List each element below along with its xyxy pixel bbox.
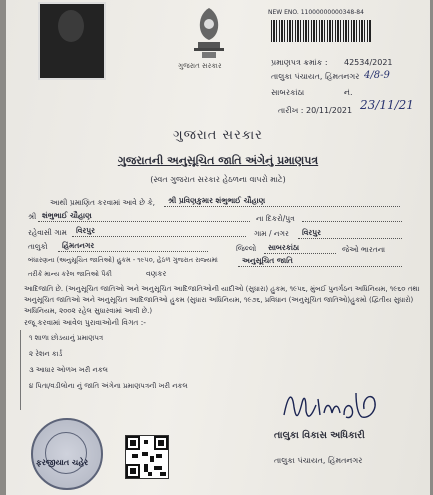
app-no-label: પ્રમાણપત્ર ક્રમાંક : [271, 58, 328, 67]
certificate-page [6, 0, 430, 495]
date-label: તારીખ : [278, 106, 304, 115]
caste-line: બંધારણના (અનુસૂચિત જાતિઓ) હુકમ - ૧૯૫૦, હેઠળ ગુજરાત રાજ્યમાં [28, 256, 218, 264]
relation-label: ના દિકરો/પુત્ર [256, 214, 295, 223]
officer-office: તાલુકા પંચાયત, હિંમતનગર [274, 456, 363, 465]
serial-number: NEW ENO. 11000000000348-84 [268, 9, 364, 16]
officer-title: તાલુકા વિકાસ અધિકારી [274, 430, 365, 441]
certificate-subtitle: (સ્વત ગુજરાત સરકાર હેઠળના વાપરો માટે) [150, 175, 286, 184]
district-label: જિલ્લો [236, 244, 257, 253]
certificate-title: ગુજરાતની અનુસૂચિત જાતિ અંગેનું પ્રમાણપત્ર [117, 154, 319, 167]
residence-value: વિરપુર [76, 226, 95, 235]
father-prefix: શ્રી [28, 212, 37, 221]
village-label: ગામ / નગર [254, 229, 289, 238]
taluka-header-value: નં. [344, 88, 353, 97]
list-item: ૨ રેશન કાર્ડ [29, 350, 63, 358]
emblem-caption: ગુજરાત સરકાર [178, 62, 222, 70]
list-item: ૩ આધાર ઓળખ ખરી નકલ [29, 366, 108, 374]
date-value: 20/11/2021 [306, 106, 353, 115]
state-label: જેઓ ભારતના [342, 245, 386, 254]
taluka-header-label: સાબરકાંઠા [271, 88, 305, 97]
taluka-value: હિંમતનગર [62, 241, 95, 250]
father-name: શંભુભાઈ ચૌહાણ [42, 211, 92, 220]
intro-text: આથી પ્રમાણિત કરવામાં આવે છે કે, [50, 198, 156, 207]
app-no-value: 42534/2021 [344, 58, 393, 67]
barcode [271, 20, 371, 42]
officer-signature [278, 385, 388, 433]
taluka-label: તાલુકો [28, 242, 48, 251]
subcaste-value: વણકર [146, 269, 167, 278]
residence-label: રહેવાસી ગામ [28, 228, 67, 237]
applicant-name: શ્રી પ્રવિણકુમાર શંભુભાઈ ચૌહાણ [168, 196, 266, 205]
state-emblem-icon [184, 2, 234, 62]
official-stamp [31, 418, 103, 490]
subcaste-label: તરીકે માન્ય કરેલ જાતિઓ પૈકી [28, 270, 112, 278]
village-value: વિરપુર [302, 228, 321, 237]
qr-code [125, 435, 169, 479]
office-label: તાલુકા પંચાયત, હિંમતનગર [271, 72, 360, 81]
list-item: ૪ પિતા/વડીલોના નું જાતિ અંગેના પ્રમાણપત્રની ખરી નકલ [29, 382, 188, 390]
date-handwritten: 23/11/21 [360, 98, 414, 112]
applicant-photo [38, 2, 106, 80]
caste-value: અનુસૂચિત જાતિ [242, 256, 293, 265]
office-value: 4/8-9 [364, 70, 390, 81]
law-paragraph: આદિજાતિ છે. (અનુસૂચિત જાતિઓ અને અનુસૂચિત આદિજાતિઓની યાદીઓ (સુધારા) હુકમ, ૧૯૫૬, મુંબઈ પુનર્ગઠન અધિનિયમ, ૧૯૬૦ તથા અનુસૂચિત જાતિઓ અને અનુસૂચિત આદિજાતિઓ હુકમ (સુધારા અધિનિયમ, ૧૯૭૬, પ્રવિધાન (અનુસૂચિત જાતિઓ)હુકમો (દ્વિતીય સુધારો) અધિનિયમ, ૨૦૦૨ રહેલ સુધારવામાં આવી છે.) [24, 285, 420, 315]
documents-list [20, 330, 188, 410]
stamp-label: ફરજીયાત ચહેર [36, 458, 89, 467]
documents-title: રજૂ કરવામાં આવેલ પુરાવાઓની વિગત :- [24, 318, 147, 327]
list-item: ૧ શાળા છોડયાનું પ્રમાણપત્ર [29, 334, 104, 342]
government-title: ગુજરાત સરકાર [173, 128, 263, 143]
district-value: સાબરકાંઠા [268, 243, 300, 252]
